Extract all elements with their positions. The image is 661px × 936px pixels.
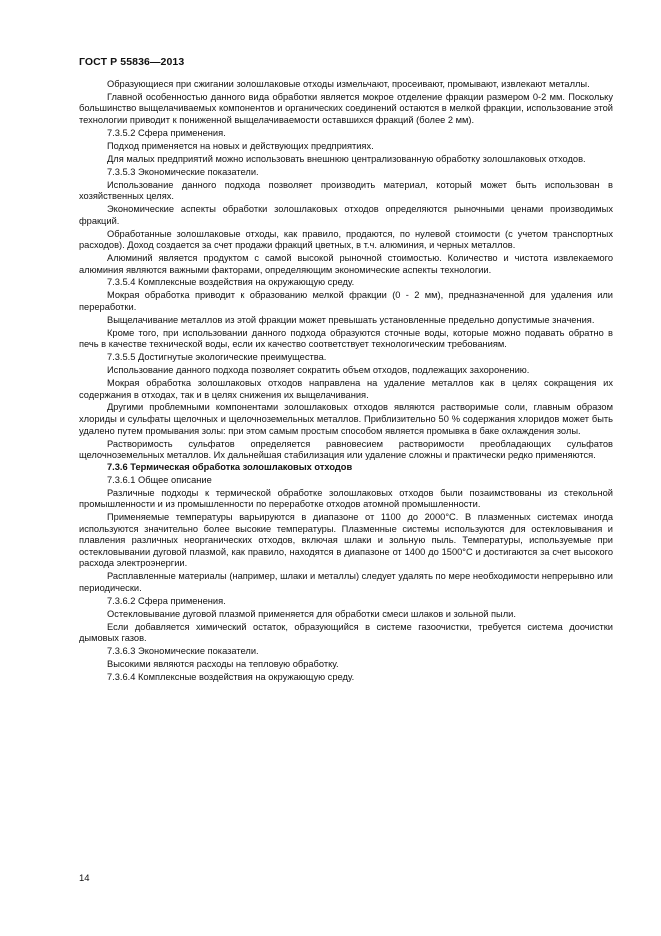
paragraph: Высокими являются расходы на тепловую обработку. (107, 658, 339, 669)
paragraph: Различные подходы к термической обработке золошлаковых отходов были позаимствованы из стекольной промышленности и из промышленности по переработке отходов атомной промышленности. (79, 487, 613, 510)
paragraph: 7.3.5.4 Комплексные воздействия на окружающую среду. (107, 277, 355, 288)
paragraph: Мокрая обработка приводит к образованию мелкой фракции (0 - 2 мм), предназначенной для удаления или переработки. (79, 290, 613, 312)
paragraph: Алюминий является продуктом с самой высокой рыночной стоимостью. Количество и чистота извлекаемого алюминия являются важными факторами, определяющим экономические аспекты технологии. (79, 252, 613, 275)
paragraph: Расплавленные материалы (например, шлаки и металлы) следует удалять по мере необходимости непрерывно или периодически. (79, 571, 613, 593)
document-page (79, 56, 613, 683)
paragraph: 7.3.5.2 Сфера применения. (107, 127, 226, 138)
paragraph: Остекловывание дуговой плазмой применяется для обработки смеси шлаков и зольной пыли. (107, 608, 516, 619)
paragraph: 7.3.5.5 Достигнутые экологические преимущества. (107, 352, 327, 363)
paragraph: Главной особенностью данного вида обработки является мокрое отделение фракции размером 0-2 мм. Поскольку большинство выщелачиваемых компонентов и органических соединений остаются в мелкой фракции, использование этой технологии приводит к пониженной выщелачиваемости оставшихся фракций (более 2 мм). (79, 91, 613, 126)
paragraph: Если добавляется химический остаток, образующийся в системе газоочистки, требуется система доочистки дымовых газов. (79, 621, 613, 644)
paragraph: 7.3.6.3 Экономические показатели. (107, 646, 259, 657)
paragraph: Растворимость сульфатов определяется равновесием растворимости преобладающих сульфатов щелочноземельных металлов. Их дальнейшая стабилизация или удаление сложны и практически редко применяются. (79, 438, 613, 461)
paragraph: 7.3.6.1 Общее описание (107, 474, 212, 485)
section-heading: 7.3.6 Термическая обработка золошлаковых отходов (107, 461, 353, 472)
page-number: 14 (79, 873, 90, 884)
document-header: ГОСТ Р 55836—2013 (79, 56, 185, 68)
paragraph: Обработанные золошлаковые отходы, как правило, продаются, по нулевой стоимости (с учетом транспортных расходов). Доход создается за счет продажи фракций цветных, в т.ч. алюминия, и черных металлов. (79, 228, 613, 251)
paragraph: Для малых предприятий можно использовать внешнюю централизованную обработку золошлаковых отходов. (107, 153, 586, 164)
paragraph: Подход применяется на новых и действующих предприятиях. (107, 140, 374, 151)
paragraph: Выщелачивание металлов из этой фракции может превышать установленные предельно допустимые значения. (107, 314, 595, 325)
paragraph: Мокрая обработка золошлаковых отходов направлена на удаление металлов как в целях сокращения их содержания в отходах, так и в целях снижения их выщелачивания. (79, 378, 613, 400)
paragraph: 7.3.5.3 Экономические показатели. (107, 166, 259, 177)
paragraph: Другими проблемными компонентами золошлаковых отходов являются растворимые соли, главным образом хлориды и сульфаты щелочных и щелочноземельных металлов. Приблизительно 50 % содержания хлоридов может быть удалено путем промывания золы: при этом самым простым способом является промывка в баке охлаждения золы. (79, 402, 613, 436)
paragraph: Образующиеся при сжигании золошлаковые отходы измельчают, просеивают, промывают, извлекают металлы. (107, 79, 590, 89)
paragraph: Использование данного подхода позволяет сократить объем отходов, подлежащих захоронению. (107, 365, 530, 376)
paragraph: Использование данного подхода позволяет производить материал, который может быть использован в хозяйственных целях. (79, 179, 613, 202)
paragraph: Кроме того, при использовании данного подхода образуются сточные воды, которые можно подавать обратно в печь в качестве технической воды, если их качество соответствует технологическим требованиям. (79, 327, 613, 350)
document-body (79, 79, 613, 683)
paragraph: Применяемые температуры варьируются в диапазоне от 1100 до 2000°С. В плазменных системах иногда используются значительно более высокие температуры. Плазменные системы используются для остекловывания и плавления различных неорганических отходов, включая шлаки и зольную пыль. Температуры, используемые при остекловывании дуговой плазмой, как правило, находятся в диапазоне от 1400 до 1500°С и достигаются за счет высокого расхода электроэнергии. (79, 512, 613, 569)
paragraph: 7.3.6.4 Комплексные воздействия на окружающую среду. (107, 671, 355, 682)
paragraph: Экономические аспекты обработки золошлаковых отходов определяются рыночными ценами производимых фракций. (79, 204, 613, 226)
paragraph: 7.3.6.2 Сфера применения. (107, 595, 226, 606)
